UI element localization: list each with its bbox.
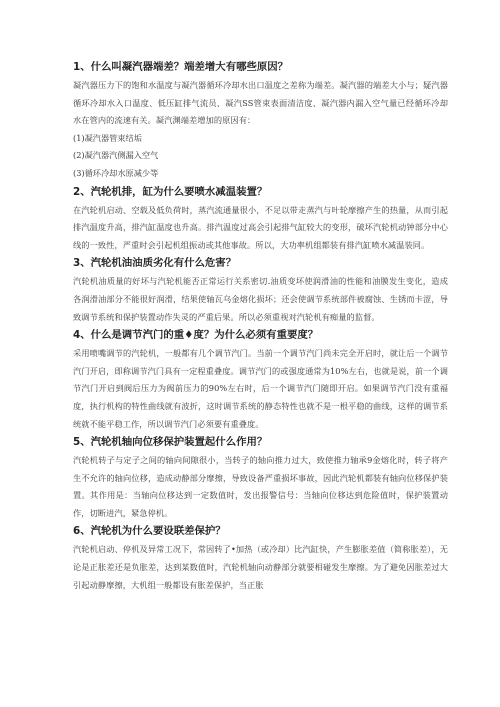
- section-paragraph: 汽轮机启动、停机及异常工况下，常因转了•加热（或冷却）比汽缸快，产生膨胀差值（简称胀差），无论是正胀差还是负胀差，达到某数值时，汽轮机轴向动静部分就要相碰发生摩擦。为了避免因胀差过大引起动静摩擦，大机组一般都设有胀差保护，当正胀: [73, 544, 448, 590]
- section-paragraph: 凝汽器压力下的饱和水温度与凝汽器循环冷却水出口温度之差称为端差。凝汽器的端差大小与；疑汽器循环冷却水入口温度、低压缸排气流员、凝汽SS管束表面清洁度、凝汽器内漏入空气量已经循环冷却水在管内的流速有关。凝汽渊端差增加的原因有：: [73, 80, 448, 126]
- section-paragraph: 汽轮机转子与定子之间的轴向间隙很小，当转子的轴向推力过大，致使推力轴承9金熔化时，转子将产生不允许的轴向位移，造成动静部分摩擦，导致设备严重损坏事故，因此汽轮机都装有轴向位移保护装置。其作用是：当轴向位移达到一定数值时，发出报警信号：当轴向位移达到危险值时，保护装置动作，切断进汽，紧急停机。: [73, 455, 448, 518]
- section-paragraph: 在汽轮机启动、空载及低负荷时，蒸汽流通量很小，不足以带走蒸汽与叶轮摩擦产生的热量，从而引起排汽温度升高，排汽缸温度也升高。排汽温度过高会引起排气缸较大的变形，破坏汽轮机动钟部分中心线的一致性，严重时会引起机组振动或其他事故。所以，大功率机组都装有排汽缸喷水减温装同。: [73, 204, 448, 250]
- section-heading: 5、汽轮机轴向位移保护装置起什么作用？: [73, 436, 268, 449]
- list-item: (3)循环冷却水原减少等: [73, 167, 159, 178]
- section-heading: 1、什么叫凝汽器端差？端差增大有哪些原因？: [73, 61, 289, 73]
- section-3: [73, 254, 448, 326]
- section-2: [73, 183, 448, 255]
- section-1: [73, 58, 448, 183]
- list-item: (2)凝汽器汽侧漏入空气: [73, 150, 159, 161]
- section-paragraph: 汽轮机油质量的好坏与汽轮机能否正常运行关系密切.油质变坏使润滑油的性能和油膜发生变化，造成各润滑油部分不能很好润滑，结果使轴瓦乌金熔化损坏；还会使调节系统部件被腐蚀、生锈而卡涩，导致调节系统和保护装置动作失灵的严重后果。所以必须重视对汽轮机有痴量的监督。: [73, 276, 448, 322]
- section-6: [73, 522, 448, 594]
- section-heading: 4、什么是调节汽门的重♦度？为什么必须有重要度？: [73, 329, 319, 342]
- section-heading: 6、汽轮机为什么要设联差保护？: [73, 525, 226, 538]
- list-item: (1)凝汽器管束结垢: [73, 132, 142, 143]
- section-4: [73, 326, 448, 433]
- section-5: [73, 433, 448, 522]
- section-heading: 2、汽轮机排，缸为什么要喷水减温装置？: [73, 185, 268, 198]
- section-paragraph: 采用喷嘴调节的汽轮机，一般都有几个调节汽门。当前一个调节汽门尚未完全开启时，就让后一个调节汽门开启，即称调节汽门具有一定程重叠度。调节汽门的或强度通常为10%左右，也就是说，前一个调节汽门开启到阀后压力为阀前压力的90%左右时，后一个调节汽门随即开启。如果调节汽门没有重福度，执行机构的特性曲线就有波折，这时调节系统的静态特性也就不是一根平稳的曲线，这样的调节系统就不能平稳工作，所以调节汽门必须要有重叠度。: [73, 348, 448, 429]
- section-heading: 3、汽轮机油油质劣化有什么危害？: [73, 257, 237, 270]
